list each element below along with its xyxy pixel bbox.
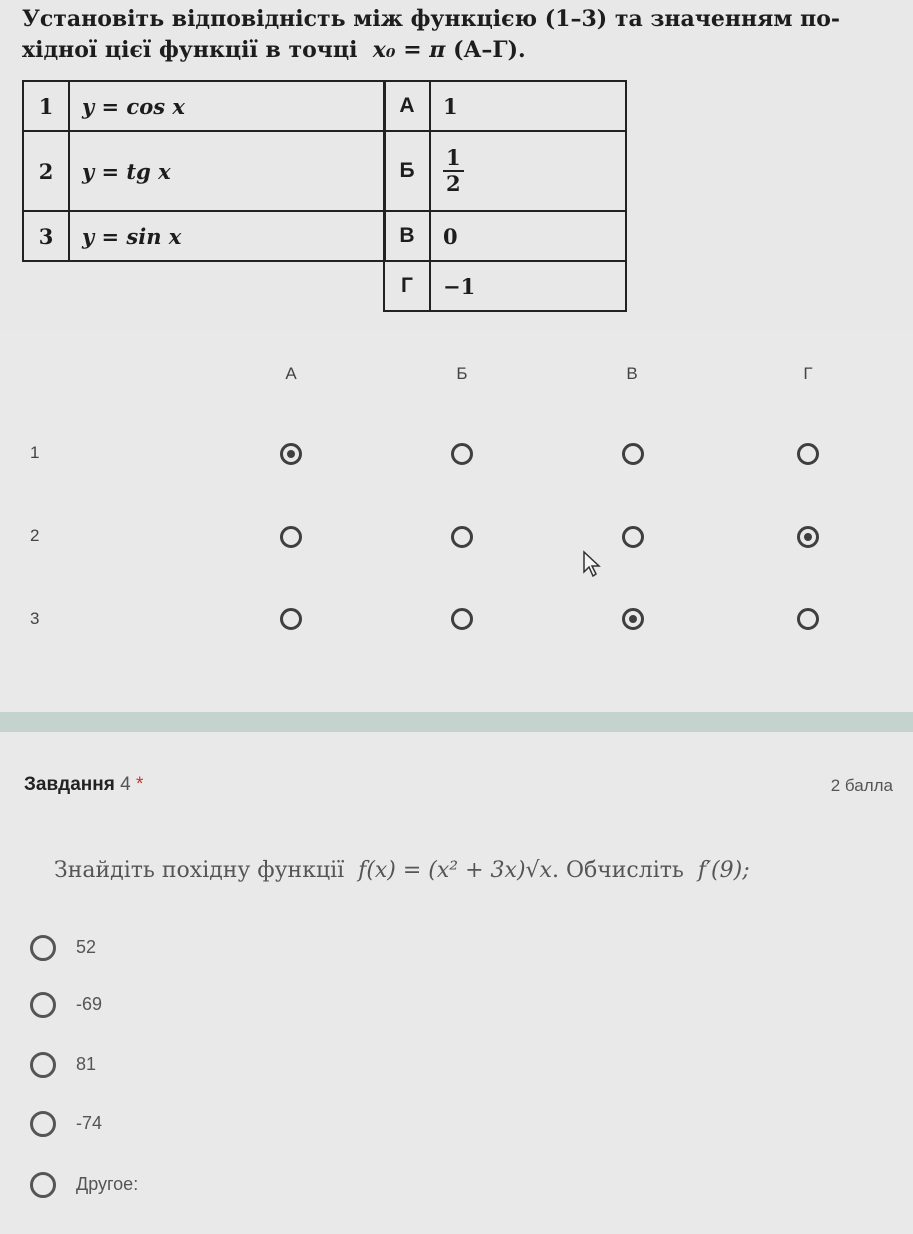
function-row xyxy=(23,131,385,211)
function-number: 1 xyxy=(23,81,69,131)
option-radio[interactable] xyxy=(30,1172,56,1198)
grid-radio-3-Б[interactable] xyxy=(451,608,473,630)
grid-column-header: Б xyxy=(456,364,468,383)
grid-column-header: А xyxy=(285,364,297,383)
function-number: 3 xyxy=(23,211,69,261)
answer-row xyxy=(384,81,626,131)
answer-letter: Б xyxy=(384,131,430,211)
task4-title: Завдання 4 * xyxy=(24,774,144,795)
grid-radio-2-А[interactable] xyxy=(280,526,302,548)
task-image xyxy=(0,0,913,330)
grid-row-label: 3 xyxy=(30,609,40,628)
answer-letter: А xyxy=(384,81,430,131)
grid-row-label: 1 xyxy=(30,443,40,462)
option-label: -74 xyxy=(76,1113,103,1133)
grid-column-header: В xyxy=(626,364,638,383)
answer-letter: В xyxy=(384,211,430,261)
point-formula: x₀ = π xyxy=(372,37,446,63)
option-radio[interactable] xyxy=(30,1052,56,1078)
instruction-line-1: Установіть відповідність між функцією (1–3) та значенням по- xyxy=(22,6,840,32)
functions-table xyxy=(22,80,386,262)
grid-radio-3-Г[interactable] xyxy=(797,608,819,630)
option-radio[interactable] xyxy=(30,992,56,1018)
answer-row xyxy=(384,211,626,261)
option-radio[interactable] xyxy=(30,1111,56,1137)
section-divider xyxy=(0,712,913,732)
answers-table xyxy=(383,80,627,312)
answer-row xyxy=(384,261,626,311)
option-label: Другое: xyxy=(76,1174,139,1194)
grid-radio-2-Б[interactable] xyxy=(451,526,473,548)
answer-letter: Г xyxy=(384,261,430,311)
grid-radio-2-Г[interactable] xyxy=(797,526,819,548)
option-label: 52 xyxy=(76,937,97,957)
grid-radio-3-А[interactable] xyxy=(280,608,302,630)
answer-value: 1 xyxy=(430,81,626,131)
answer-value: 0 xyxy=(430,211,626,261)
option-radio[interactable] xyxy=(30,935,56,961)
function-row xyxy=(23,211,385,261)
task4-points: 2 балла xyxy=(830,776,893,795)
grid-radio-2-В[interactable] xyxy=(622,526,644,548)
question-formula: f(x) = (x² + 3x)√x xyxy=(358,858,552,883)
grid-row-label: 2 xyxy=(30,526,40,545)
option-label: -69 xyxy=(76,994,103,1014)
option-label: 81 xyxy=(76,1054,97,1074)
function-number: 2 xyxy=(23,131,69,211)
answer-row xyxy=(384,131,626,211)
mouse-cursor-icon xyxy=(582,550,602,578)
task3-instruction xyxy=(22,4,902,66)
task4-question: Знайдіть похідну функції f(x) = (x² + 3x)√x. Обчисліть f′(9); xyxy=(54,858,750,883)
function-row xyxy=(23,81,385,131)
function-formula: y = tg x xyxy=(69,131,385,211)
question-target: f′(9); xyxy=(697,858,750,883)
grid-radio-1-Г[interactable] xyxy=(797,443,819,465)
grid-radio-1-В[interactable] xyxy=(622,443,644,465)
grid-column-header: Г xyxy=(803,364,813,383)
grid-radio-1-А[interactable] xyxy=(280,443,302,465)
fraction: $\frac{1}{2}$ xyxy=(443,146,464,196)
grid-radio-3-В[interactable] xyxy=(622,608,644,630)
function-formula: y = sin x xyxy=(69,211,385,261)
answer-value: −1 xyxy=(430,261,626,311)
instruction-line-2: хідної цієї функції в точці x₀ = π (А–Г). xyxy=(22,37,526,63)
grid-radio-1-Б[interactable] xyxy=(451,443,473,465)
function-formula: y = cos x xyxy=(69,81,385,131)
required-mark: * xyxy=(135,774,144,795)
answer-value xyxy=(430,131,626,211)
